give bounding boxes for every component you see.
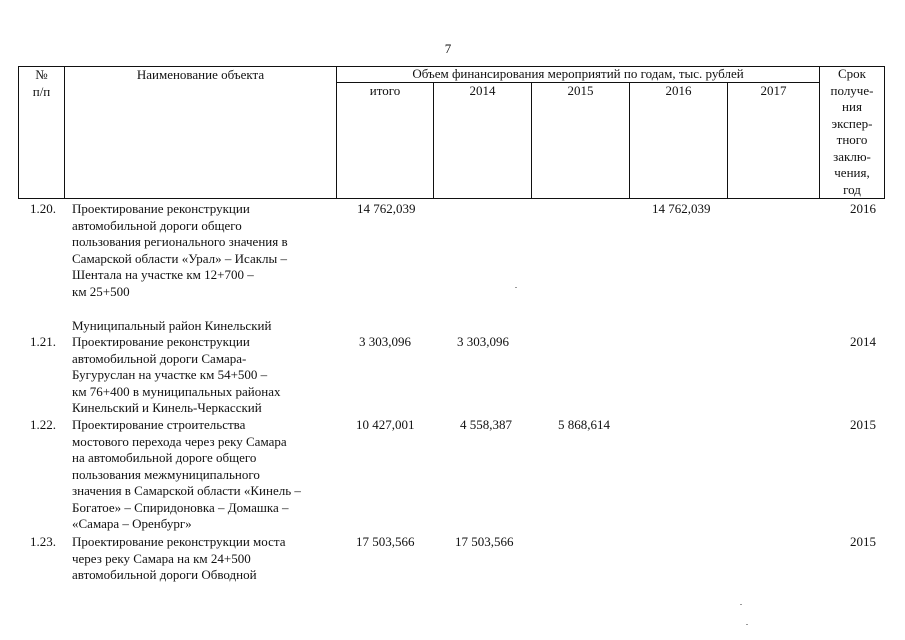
row-total: 10 427,001 (356, 417, 415, 432)
vline (433, 82, 434, 199)
vline (531, 82, 532, 199)
header-year-2017: 2017 (760, 83, 787, 98)
row-number: 1.21. (30, 334, 56, 349)
header-year-2016: 2016 (665, 83, 692, 98)
row-term-year: 2015 (850, 534, 876, 549)
header-total: итого (369, 83, 401, 98)
row-term-year: 2014 (850, 334, 876, 349)
scan-speck (740, 604, 742, 605)
header-name: Наименование объекта (136, 67, 265, 82)
row-total: 17 503,566 (356, 534, 415, 549)
vline (64, 66, 65, 199)
header-year-2014: 2014 (469, 83, 496, 98)
row-2016: 14 762,039 (652, 201, 711, 216)
header-no: № п/п (32, 67, 51, 99)
scan-speck (746, 624, 748, 625)
row-number: 1.22. (30, 417, 56, 432)
vline (629, 82, 630, 199)
row-total: 14 762,039 (357, 201, 416, 216)
row-2015: 5 868,614 (558, 417, 610, 432)
row-2014: 17 503,566 (455, 534, 514, 549)
row-2014: 3 303,096 (457, 334, 509, 349)
page-number: 7 (444, 41, 452, 56)
row-object-name: Проектирование реконструкции автомобильной дороги Самара- Бугуруслан на участке км 54+500 – км 76+400 в муниципальных районах Кинельский и Кинель-Черкасский (72, 334, 281, 415)
row-term-year: 2016 (850, 201, 876, 216)
row-number: 1.23. (30, 534, 56, 549)
vline (727, 82, 728, 199)
row-object-name: Проектирование реконструкции автомобильной дороги общего пользования регионального значения в Самарской области «Урал» – Исаклы – Шентала на участке км 12+700 – км 25+500 (72, 201, 288, 299)
vline (884, 66, 885, 199)
header-term: Срок получе- ния экспер- тного заклю- чения, год (830, 66, 874, 197)
section-heading: Муниципальный район Кинельский (72, 318, 272, 333)
header-year-2015: 2015 (567, 83, 594, 98)
row-number: 1.20. (30, 201, 56, 216)
row-object-name: Проектирование строительства мостового перехода через реку Самара на автомобильной дороге общего пользования межмуниципального значения в Самарской области «Кинель – Богатое» – Спиридоновка – Домашка – «Самара – Оренбург» (72, 417, 301, 531)
row-total: 3 303,096 (359, 334, 411, 349)
row-2014: 4 558,387 (460, 417, 512, 432)
header-funding: Объем финансирования мероприятий по годам, тыс. рублей (412, 66, 744, 81)
scan-speck (515, 287, 517, 288)
row-object-name: Проектирование реконструкции моста через реку Самара на км 24+500 автомобильной дороги Обводной (72, 534, 286, 582)
header-bottom-rule (18, 198, 884, 199)
row-term-year: 2015 (850, 417, 876, 432)
